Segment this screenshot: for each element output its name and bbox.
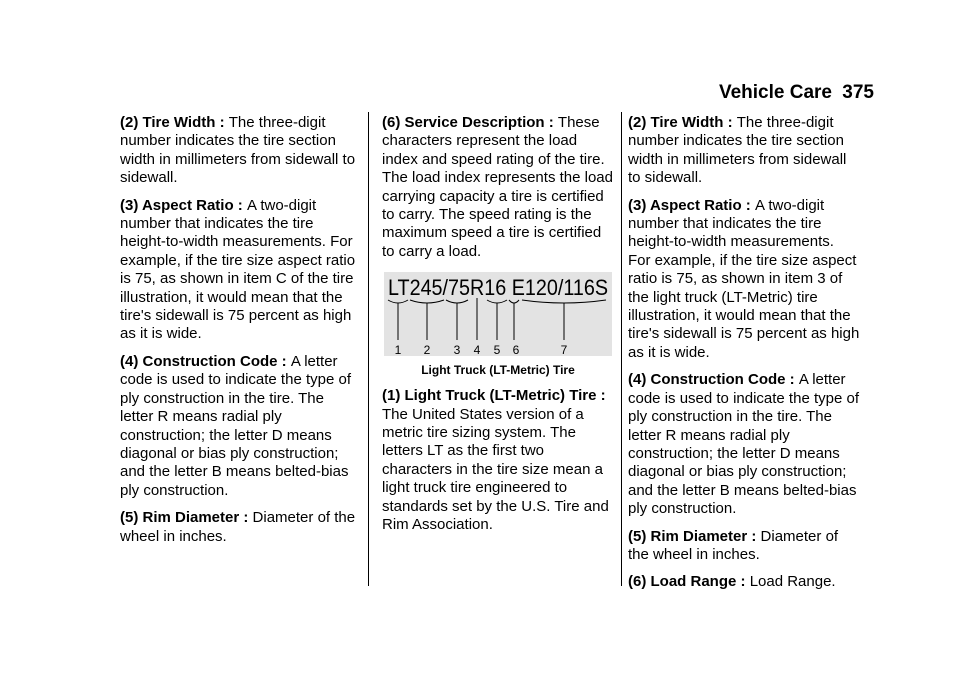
definition-term: (4) Construction Code (628, 371, 786, 389)
page-header (0, 81, 960, 109)
definition-paragraph: (5) Rim Diameter : Diameter of the wheel in inches. (628, 527, 839, 563)
definition-term: (6) Load Range (628, 573, 737, 591)
column-2 (382, 114, 614, 544)
definition-term: (2) Tire Width (120, 114, 216, 131)
callout-label: 3 (453, 343, 461, 358)
column-divider-1 (368, 112, 369, 586)
definition-text: The three-digit number indicates the tire section width in millimeters from sidewall to sidewall. (120, 114, 356, 187)
definition-text: The United States version of a metric tire sizing system. The letters LT as the first two characters in the tire size mean a light truck tire engineered to standards set by the U.S. Tire and Rim Association. (382, 405, 609, 534)
definition-text: A two-digit number that indicates the tire height-to-width measurements. For example, if the tire size aspect ratio is 75, as shown in item 3 of the light truck (LT-Metric) tire illustration, it would mean that the tire's sidewall is 75 percent as high as it is wide. (628, 196, 860, 361)
definition-paragraph: (4) Construction Code : A letter code is used to indicate the type of ply construction in the tire. The letter R means radial ply construction; the letter D means diagonal or bias ply construction; and the letter B means belted-bias ply construction. (120, 352, 351, 499)
column-divider-2 (621, 112, 622, 586)
definition-paragraph: (4) Construction Code : A letter code is used to indicate the type of ply construction in the tire. The letter R means radial ply construction; the letter D means diagonal or bias ply construction; and the letter B means belted-bias ply construction. (628, 371, 859, 518)
callout-label: 4 (473, 343, 481, 358)
definition-paragraph: (1) Light Truck (LT-Metric) Tire : The United States version of a metric tire sizing system. The letters LT as the first two characters in the tire size mean a light truck tire engineered to standards set by the U.S. Tire and Rim Association. (382, 387, 609, 534)
column-3 (628, 114, 860, 601)
figure-caption: Light Truck (LT-Metric) Tire (421, 363, 575, 378)
definition-text: A letter code is used to indicate the type of ply construction in the tire. The letter R means radial ply construction; the letter D means diagonal or bias ply construction; and the letter B means belted-bias ply construction. (120, 352, 351, 499)
tire-size-figure (382, 270, 614, 378)
callout-label: 6 (512, 343, 520, 358)
definition-text: The three-digit number indicates the tire section width in millimeters from sidewall to sidewall. (628, 114, 847, 187)
definition-text: A two-digit number that indicates the tire height-to-width measurements. For example, if the tire size aspect ratio is 75, as shown in item C of the tire illustration, it would mean that the tire's sidewall is 75 percent as high as it is wide. (120, 196, 356, 343)
definition-text: A letter code is used to indicate the type of ply construction in the tire. The letter R means radial ply construction; the letter D means diagonal or bias ply construction; and the letter B means belted-bias ply construction. (628, 371, 859, 518)
definition-term: (5) Rim Diameter (120, 509, 240, 527)
definition-text: Load Range. (749, 573, 836, 591)
definition-paragraph: (3) Aspect Ratio : A two-digit number that indicates the tire height-to-width measurements. For example, if the tire size aspect ratio is 75, as shown in item C of the tire illustration, it would mean that the tire's sidewall is 75 percent as high as it is wide. (120, 196, 356, 343)
definition-text: Diameter of the wheel in inches. (120, 509, 356, 545)
definition-text: Diameter of the wheel in inches. (628, 527, 839, 563)
definition-paragraph: (2) Tire Width : The three-digit number indicates the tire section width in millimeters from sidewall to sidewall. (120, 114, 356, 187)
definition-paragraph: (3) Aspect Ratio : A two-digit number that indicates the tire height-to-width measurements. For example, if the tire size aspect ratio is 75, as shown in item 3 of the light truck (LT-Metric) tire illustration, it would mean that the tire's sidewall is 75 percent as high as it is wide. (628, 196, 860, 361)
tire-size-illustration (382, 270, 614, 360)
callout-label: 2 (423, 343, 431, 358)
callout-label: 5 (493, 343, 501, 358)
definition-paragraph: (6) Load Range : Load Range. (628, 573, 836, 591)
section-title: Vehicle Care (718, 82, 832, 103)
definition-text: These characters represent the load index and speed rating of the tire. The load index represents the load carrying capacity a tire is certified to carry. The speed rating is the maximum speed a tire is certified to carry a load. (382, 114, 613, 260)
callout-label: 1 (394, 343, 402, 358)
definition-term: (6) Service Description (382, 114, 545, 131)
page-number: 375 (842, 82, 874, 103)
definition-term: (4) Construction Code (120, 352, 278, 370)
definition-term: (3) Aspect Ratio (628, 196, 742, 214)
definition-term: (3) Aspect Ratio (120, 196, 234, 214)
tire-code-text: LT245/75R16 E120/116S (388, 275, 608, 301)
definition-term: (5) Rim Diameter (628, 527, 748, 545)
definition-paragraph: (5) Rim Diameter : Diameter of the wheel in inches. (120, 509, 356, 545)
definition-term: (1) Light Truck (LT-Metric) Tire (382, 387, 597, 405)
column-1 (120, 114, 356, 555)
definition-paragraph: (2) Tire Width : The three-digit number indicates the tire section width in millimeters from sidewall to sidewall. (628, 114, 847, 187)
callout-label: 7 (560, 343, 568, 358)
definition-term: (2) Tire Width (628, 114, 724, 131)
definition-paragraph: (6) Service Description : These characters represent the load index and speed rating of the tire. The load index represents the load carrying capacity a tire is certified to carry. The speed rating is the maximum speed a tire is certified to carry a load. (382, 114, 613, 260)
